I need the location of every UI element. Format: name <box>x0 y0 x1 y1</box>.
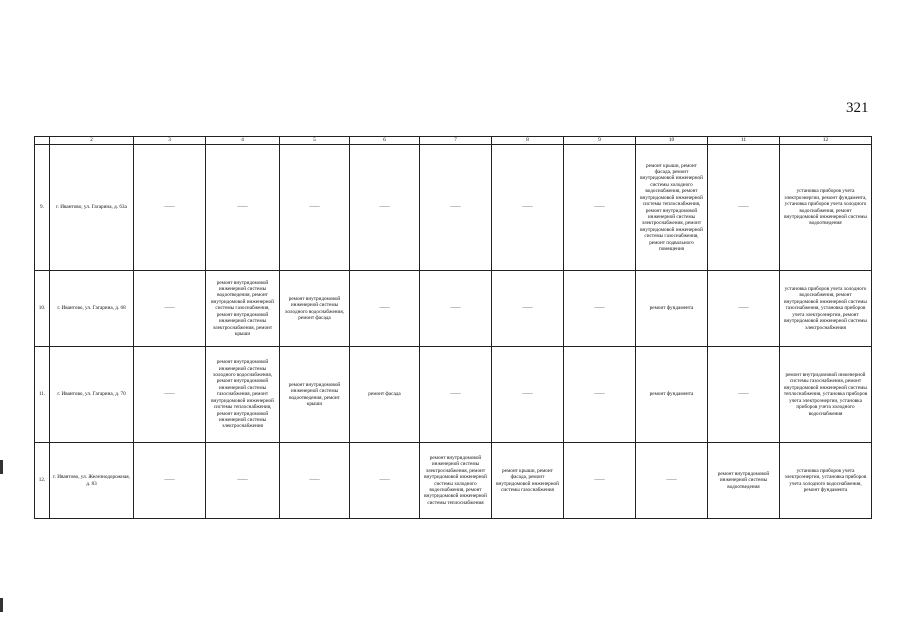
table-cell: —— <box>350 145 420 271</box>
table-row <box>35 271 872 347</box>
page-number: 321 <box>846 100 869 116</box>
table-cell: —— <box>134 145 206 271</box>
table-cell: —— <box>134 271 206 347</box>
table-cell: —— <box>280 145 350 271</box>
scan-edge-mark <box>0 598 3 612</box>
table-cell: —— <box>206 443 280 519</box>
row-number: 9. <box>35 145 50 271</box>
scan-edge-mark <box>0 460 3 474</box>
table-row <box>35 145 872 271</box>
table-cell: ремонт внутридомовой инженерной системы водоотведения <box>708 443 780 519</box>
table-cell: —— <box>492 271 564 347</box>
table-cell: ремонт внутридомовой инженерной системы холодного водоснабжения, ремонт фасада <box>280 271 350 347</box>
row-number: 11. <box>35 347 50 443</box>
table-cell: ремонт внутридомовой инженерной системы газоснабжения, ремонт внутридомовой инженерной системы теплоснабжения, установка приборов учета электроэнергии, установка приборов учета холодного водоснабжения <box>780 347 872 443</box>
header-cell: 9 <box>564 137 636 145</box>
table-cell: —— <box>636 443 708 519</box>
address-cell: г. Ивантово, ул. Гагарина, д. 68 <box>50 271 134 347</box>
table-row <box>35 443 872 519</box>
header-cell: 2 <box>50 137 134 145</box>
header-cell: 7 <box>420 137 492 145</box>
table-cell: —— <box>280 443 350 519</box>
table-cell: ремонт внутридомовой инженерной системы водоотведения, ремонт крыши <box>280 347 350 443</box>
table-cell: —— <box>492 145 564 271</box>
table-cell: ремонт фасада <box>350 347 420 443</box>
address-cell: г. Ивантово, ул. Железнодорожная, д. 83 <box>50 443 134 519</box>
table-cell: ремонт крыши, ремонт фасада, ремонт внутридомовой инженерной системы холодного водоснабжения, ремонт внутридомовой инженерной системы теплоснабжения, ремонт внутридомовой инженерной системы электроснабжения, ремонт внутридомовой инженерной системы газоснабжения, ремонт подвального помещения <box>636 145 708 271</box>
table-cell: —— <box>564 145 636 271</box>
table-cell: —— <box>708 271 780 347</box>
table-cell: —— <box>708 145 780 271</box>
address-cell: г. Ивантово, ул. Гагарина, д. 70 <box>50 347 134 443</box>
table-cell: ремонт внутридомовой инженерной системы холодного водоснабжения, ремонт внутридомовой инженерной системы газоснабжения, ремонт внутридомовой инженерной системы теплоснабжения, ремонт внутридомовой инженерной системы электроснабжения <box>206 347 280 443</box>
header-row <box>35 137 872 145</box>
table-cell: —— <box>420 347 492 443</box>
header-cell: 5 <box>280 137 350 145</box>
table-cell: —— <box>206 145 280 271</box>
table-cell: —— <box>708 347 780 443</box>
header-cell: 6 <box>350 137 420 145</box>
table-cell: ремонт фундамента <box>636 271 708 347</box>
table-row <box>35 347 872 443</box>
table-cell: установка приборов учета электроэнергии, установка приборов учета холодного водоснабжения, ремонт фундамента <box>780 443 872 519</box>
table-cell: установка приборов учета электроэнергии, ремонт фундамента, установка приборов учета холодного водоснабжения, ремонт внутридомовой инженерной системы водоотведения <box>780 145 872 271</box>
table-cell: —— <box>564 271 636 347</box>
table-cell: —— <box>564 347 636 443</box>
table-cell: —— <box>350 443 420 519</box>
table-cell: —— <box>134 443 206 519</box>
table-cell: ремонт внутридомовой инженерной системы водоотведения, ремонт внутридомовой инженерной системы газоснабжения, ремонт внутридомовой инженерной системы электроснабжения, ремонт крыши <box>206 271 280 347</box>
table-cell: —— <box>350 271 420 347</box>
header-cell: 12 <box>780 137 872 145</box>
repair-schedule-table <box>34 136 872 519</box>
table-cell: ремонт внутридомовой инженерной системы электроснабжения, ремонт внутридомовой инженерной системы холодного водоснабжения, ремонт внутридомовой инженерной системы теплоснабжения <box>420 443 492 519</box>
table-cell: ремонт крыши, ремонт фасада, ремонт внутридомовой инженерной системы газоснабжения <box>492 443 564 519</box>
header-cell: 8 <box>492 137 564 145</box>
table-cell: установка приборов учета холодного водоснабжения, ремонт внутридомовой инженерной системы газоснабжения, установка приборов учета электроэнергии, ремонт внутридомовой инженерной системы электроснабжения <box>780 271 872 347</box>
table-cell: —— <box>134 347 206 443</box>
table-cell: ремонт фундамента <box>636 347 708 443</box>
row-number: 10. <box>35 271 50 347</box>
header-cell: 11 <box>708 137 780 145</box>
header-cell <box>35 137 50 145</box>
table-cell: —— <box>492 347 564 443</box>
row-number: 12. <box>35 443 50 519</box>
header-cell: 4 <box>206 137 280 145</box>
table-cell: —— <box>420 271 492 347</box>
address-cell: г. Ивантово, ул. Гагарина, д. 63а <box>50 145 134 271</box>
table-cell: —— <box>420 145 492 271</box>
header-cell: 10 <box>636 137 708 145</box>
table-cell: —— <box>564 443 636 519</box>
header-cell: 3 <box>134 137 206 145</box>
